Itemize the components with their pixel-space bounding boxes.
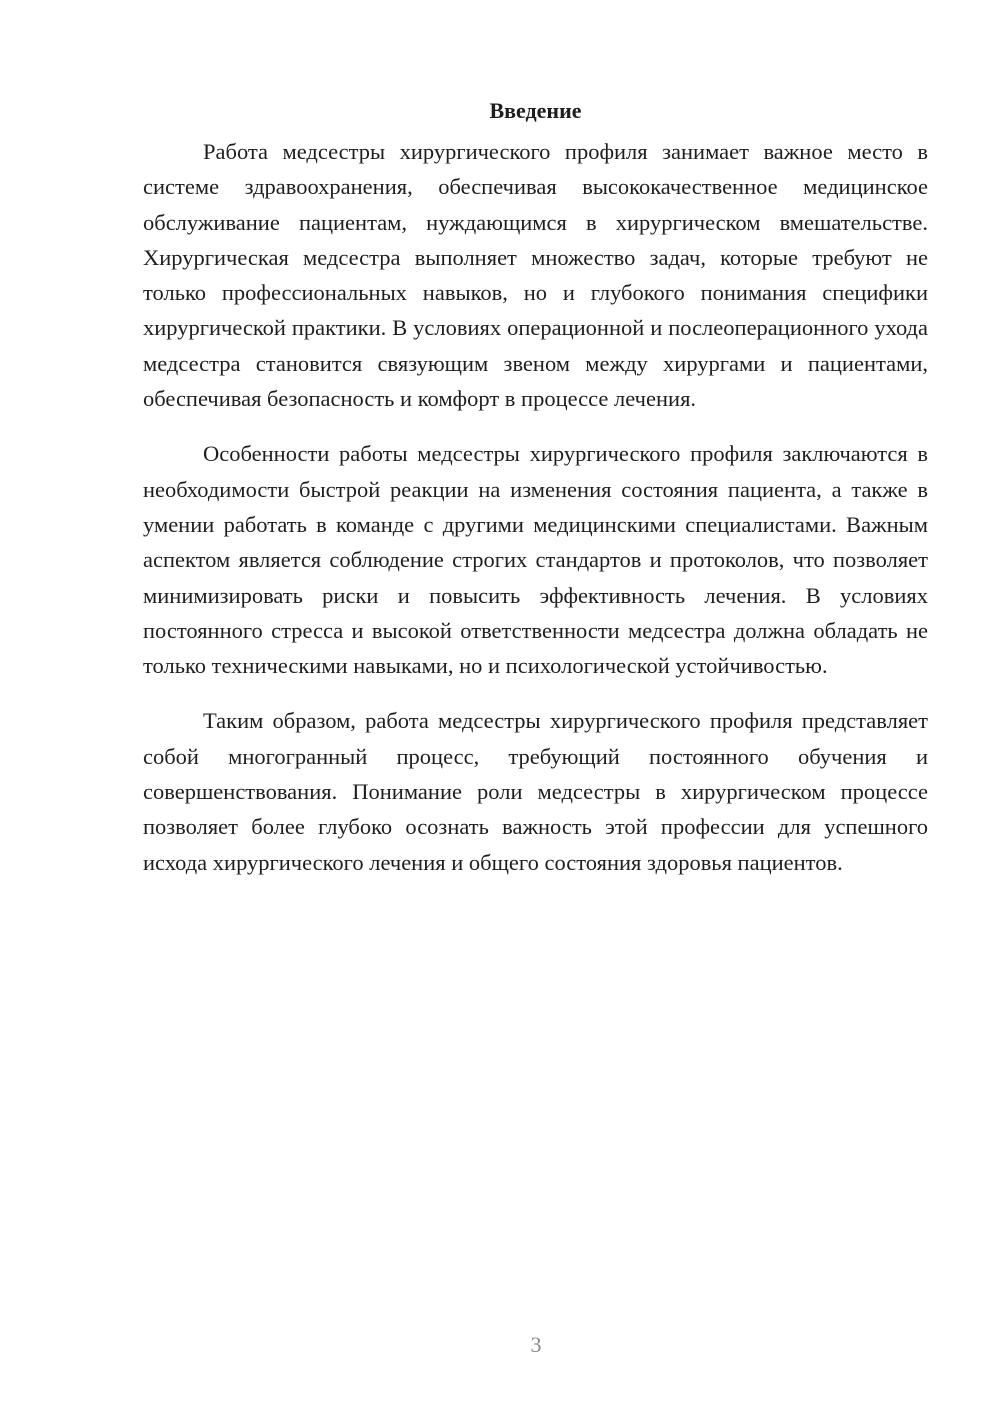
page-content — [143, 96, 928, 900]
page-number: 3 — [530, 1332, 542, 1357]
section-heading: Введение — [489, 98, 582, 123]
paragraph-3: Таким образом, работа медсестры хирургического профиля представляет собой многогранный процесс, требующий постоянного обучения и совершенствования. Понимание роли медсестры в хирургическом процессе позволяет более глубоко осознать важность этой профессии для успешного исхода хирургического лечения и общего состояния здоровья пациентов. — [143, 708, 928, 875]
paragraph-1: Работа медсестры хирургического профиля занимает важное место в системе здравоохранения, обеспечивая высококачественное медицинское обслуживание пациентам, нуждающимся в хирургическом вмешательстве. Хирургическая медсестра выполняет множество задач, которые требуют не только профессиональных навыков, но и глубокого понимания специфики хирургической практики. В условиях операционной и послеоперационного ухода медсестра становится связующим звеном между хирургами и пациентами, обеспечивая безопасность и комфорт в процессе лечения. — [143, 139, 928, 412]
paragraph-2: Особенности работы медсестры хирургического профиля заключаются в необходимости быстрой реакции на изменения состояния пациента, а также в умении работать в команде с другими медицинскими специалистами. Важным аспектом является соблюдение строгих стандартов и протоколов, что позволяет минимизировать риски и повысить эффективность лечения. В условиях постоянного стресса и высокой ответственности медсестра должна обладать не только техническими навыками, но и психологической устойчивостью. — [143, 441, 928, 679]
